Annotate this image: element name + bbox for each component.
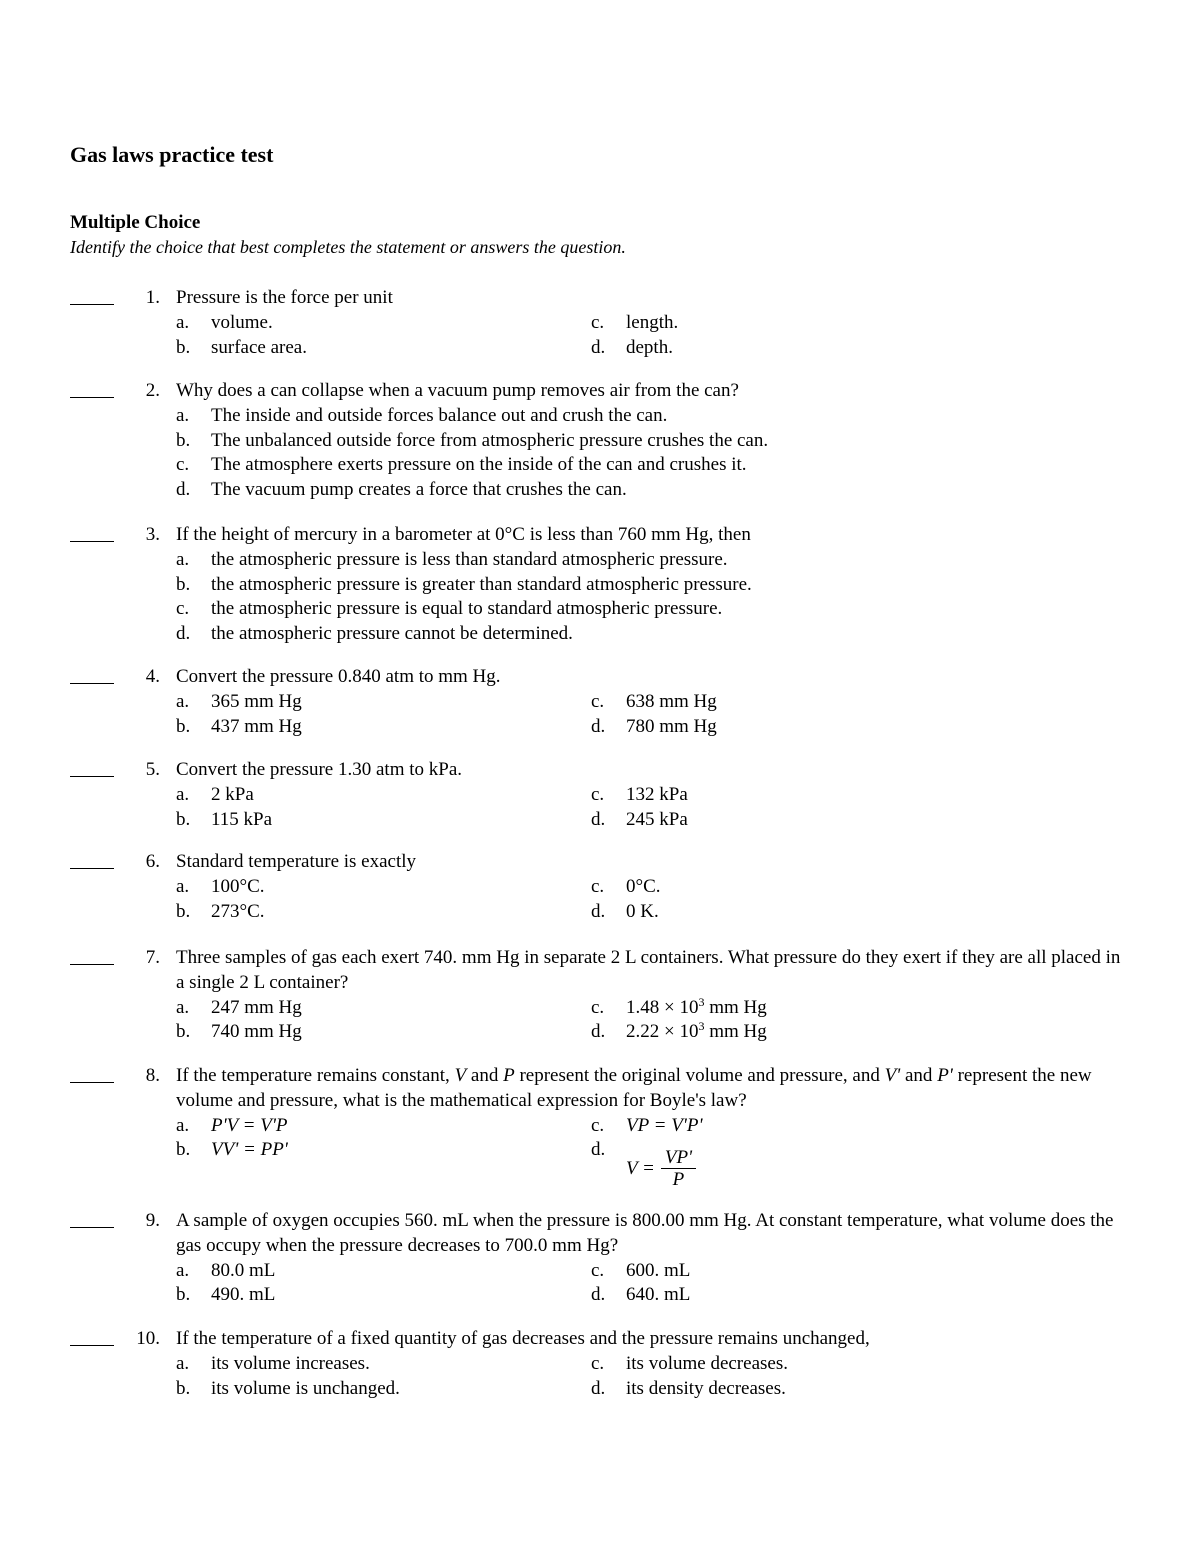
choice-b: b. surface area. bbox=[176, 336, 307, 358]
question-stem: Standard temperature is exactly bbox=[176, 851, 417, 872]
question-4 bbox=[70, 665, 1130, 739]
question-number: 8. bbox=[145, 1065, 160, 1086]
choice-grid bbox=[176, 996, 1130, 1046]
question-8 bbox=[70, 1064, 1130, 1191]
question-number: 6. bbox=[145, 851, 160, 872]
choice-a: a. P'V = V'P bbox=[176, 1114, 288, 1136]
page-title: Gas laws practice test bbox=[70, 142, 274, 167]
choice-b: b. 740 mm Hg bbox=[176, 1021, 302, 1043]
question-stem: Convert the pressure 0.840 atm to mm Hg. bbox=[176, 666, 501, 687]
choice-b: b. 490. mL bbox=[176, 1284, 276, 1306]
choice-a: a. 80.0 mL bbox=[176, 1259, 276, 1281]
question-stem: Convert the pressure 1.30 atm to kPa. bbox=[176, 759, 463, 780]
choice-b: b. VV' = PP' bbox=[176, 1139, 288, 1161]
choice-d: d. 780 mm Hg bbox=[591, 715, 717, 737]
question-5 bbox=[70, 758, 1130, 832]
answer-blank[interactable] bbox=[70, 1345, 114, 1346]
question-number: 1. bbox=[145, 287, 160, 308]
choice-grid bbox=[176, 1352, 1130, 1402]
choice-d: d. $2.22 \times 10^3$ mm Hg bbox=[591, 1019, 767, 1043]
question-10 bbox=[70, 1327, 1130, 1401]
question-number: 7. bbox=[145, 947, 160, 968]
choice-d: d. V = $\frac{VP'}{P}$ bbox=[591, 1138, 696, 1191]
answer-blank[interactable] bbox=[70, 541, 114, 542]
question-stem: If the height of mercury in a barometer at 0°C is less than 760 mm Hg, then bbox=[176, 524, 751, 545]
choice-c: c. length. bbox=[591, 311, 679, 333]
question-number: 9. bbox=[145, 1210, 160, 1231]
choice-grid bbox=[176, 1259, 1130, 1309]
question-stem: If the temperature of a fixed quantity of gas decreases and the pressure remains unchanged, bbox=[176, 1328, 870, 1349]
choice-b: b. 115 kPa bbox=[176, 808, 273, 830]
question-number: 4. bbox=[145, 666, 160, 687]
choice-c: c. its volume decreases. bbox=[591, 1352, 788, 1374]
question-number: 2. bbox=[145, 380, 160, 401]
question-stem: If the temperature remains constant, V and P represent the original volume and pressure, and V' and P' represent the new volume and pressure, what is the mathematical expression for Boyle's law? bbox=[176, 1065, 1092, 1111]
answer-blank[interactable] bbox=[70, 868, 114, 869]
choice-grid bbox=[176, 690, 1130, 740]
choice-d: d. 640. mL bbox=[591, 1284, 691, 1306]
choice-c: c. $1.48 \times 10^3$ mm Hg bbox=[591, 994, 767, 1018]
choice-b: b. The unbalanced outside force from atmospheric pressure crushes the can. bbox=[176, 429, 769, 451]
question-stem: Why does a can collapse when a vacuum pump removes air from the can? bbox=[176, 380, 739, 401]
question-7 bbox=[70, 946, 1130, 1045]
answer-blank[interactable] bbox=[70, 397, 114, 398]
answer-blank[interactable] bbox=[70, 1227, 114, 1228]
question-number: 5. bbox=[145, 759, 160, 780]
question-1 bbox=[70, 286, 1130, 360]
question-3 bbox=[70, 523, 1130, 647]
choice-d: d. its density decreases. bbox=[591, 1377, 786, 1399]
choice-c: c. 132 kPa bbox=[591, 783, 688, 805]
choice-grid bbox=[176, 783, 1130, 833]
choice-list bbox=[176, 548, 1130, 647]
choice-d: d. 0 K. bbox=[591, 900, 659, 922]
question-9 bbox=[70, 1209, 1130, 1308]
choice-d: d. The vacuum pump creates a force that crushes the can. bbox=[176, 479, 627, 501]
choice-b: b. its volume is unchanged. bbox=[176, 1377, 400, 1399]
question-number: 3. bbox=[145, 524, 160, 545]
choice-grid bbox=[176, 1114, 1130, 1192]
choice-c: c. The atmosphere exerts pressure on the inside of the can and crushes it. bbox=[176, 454, 747, 476]
choice-a: a. the atmospheric pressure is less than standard atmospheric pressure. bbox=[176, 548, 728, 570]
choice-b: b. the atmospheric pressure is greater than standard atmospheric pressure. bbox=[176, 573, 752, 595]
choice-b: b. 437 mm Hg bbox=[176, 715, 302, 737]
choice-a: a. its volume increases. bbox=[176, 1352, 370, 1374]
answer-blank[interactable] bbox=[70, 683, 114, 684]
choice-list bbox=[176, 404, 1130, 503]
choice-grid bbox=[176, 875, 1130, 925]
choice-d: d. depth. bbox=[591, 336, 673, 358]
choice-c: c. 0°C. bbox=[591, 875, 661, 897]
choice-c: c. the atmospheric pressure is equal to standard atmospheric pressure. bbox=[176, 598, 723, 620]
choice-b: b. 273°C. bbox=[176, 900, 265, 922]
instructions: Identify the choice that best completes the statement or answers the question. bbox=[70, 237, 626, 257]
fraction-formula: V = $\frac{VP'}{P}$ bbox=[626, 1148, 696, 1191]
answer-blank[interactable] bbox=[70, 776, 114, 777]
choice-a: a. volume. bbox=[176, 311, 273, 333]
choice-d: d. 245 kPa bbox=[591, 808, 688, 830]
question-number: 10. bbox=[136, 1328, 160, 1349]
choice-a: a. The inside and outside forces balance out and crush the can. bbox=[176, 404, 668, 426]
choice-c: c. VP = V'P' bbox=[591, 1114, 703, 1136]
choice-a: a. 2 kPa bbox=[176, 783, 254, 805]
choice-c: c. 638 mm Hg bbox=[591, 690, 717, 712]
choice-c: c. 600. mL bbox=[591, 1259, 691, 1281]
section-title: Multiple Choice bbox=[70, 212, 201, 233]
question-6 bbox=[70, 850, 1130, 924]
question-stem: A sample of oxygen occupies 560. mL when the pressure is 800.00 mm Hg. At constant temperature, what volume does the gas occupy when the pressure decreases to 700.0 mm Hg? bbox=[176, 1210, 1114, 1256]
choice-d: d. the atmospheric pressure cannot be determined. bbox=[176, 623, 573, 645]
answer-blank[interactable] bbox=[70, 964, 114, 965]
choice-a: a. 247 mm Hg bbox=[176, 996, 302, 1018]
answer-blank[interactable] bbox=[70, 304, 114, 305]
question-2 bbox=[70, 379, 1130, 503]
choice-grid bbox=[176, 311, 1130, 361]
choice-a: a. 365 mm Hg bbox=[176, 690, 302, 712]
choice-a: a. 100°C. bbox=[176, 875, 265, 897]
question-stem: Three samples of gas each exert 740. mm Hg in separate 2 L containers. What pressure do they exert if they are all placed in a single 2 L container? bbox=[176, 947, 1121, 993]
answer-blank[interactable] bbox=[70, 1082, 114, 1083]
question-stem: Pressure is the force per unit bbox=[176, 287, 393, 308]
